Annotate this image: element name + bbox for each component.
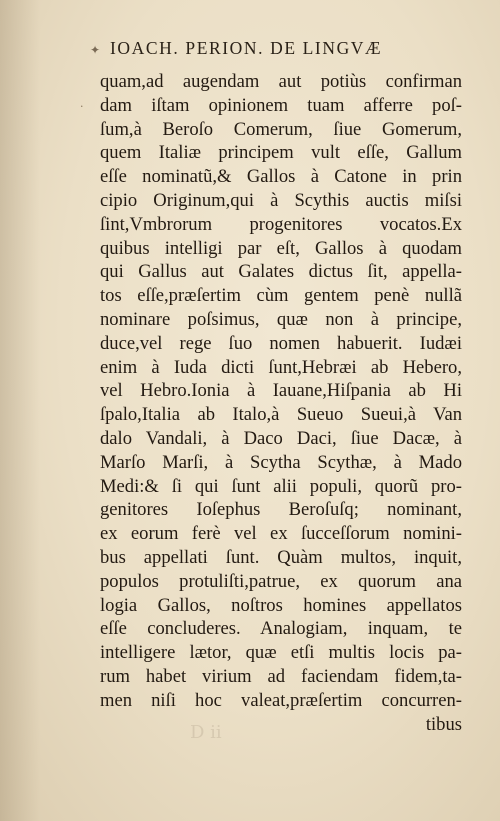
text-line: ſpalo,Italia ab Italo,à Sueuo Sueui,à Van	[100, 404, 462, 426]
text-line: quam,ad augendam aut potiùs confirman	[100, 71, 462, 92]
running-head-text: IOACH. PERION. DE LINGVÆ	[110, 38, 383, 58]
text-line: ſint,Vmbrorum progenitores vocatos.Ex	[100, 213, 462, 235]
margin-mark-icon: ·	[80, 100, 84, 113]
text-line: intelligere lætor, quæ etſi multis locis pa-	[100, 642, 462, 664]
head-ornament-icon: ✦	[90, 43, 102, 57]
text-line: dam iſtam opinionem tuam afferre poſ-	[100, 94, 462, 116]
text-line: vel Hebro.Ionia à Iauane,Hiſpania ab Hi	[100, 380, 462, 402]
text-line: ſum,à Beroſo Comerum, ſiue Gomerum,	[100, 118, 462, 140]
text-line: tos eſſe,præſertim cùm gentem penè nullã	[100, 285, 462, 307]
text-line: ex eorum ferè vel ex ſucceſſorum nomini-	[100, 523, 462, 545]
gutter-shadow	[0, 0, 40, 821]
text-line: cipio Originum,qui à Scythis auctis miſsi	[100, 189, 462, 211]
running-head	[90, 38, 470, 59]
text-line: genitores Ioſephus Beroſuſq; nominant,	[100, 499, 462, 521]
text-line: bus appellati ſunt. Quàm multos, inquit,	[100, 546, 462, 568]
body-text	[100, 70, 462, 736]
text-line: logia Gallos, noſtros homines appellatos	[100, 594, 462, 616]
text-line: dalo Vandali, à Daco Daci, ſiue Dacæ, à	[100, 427, 462, 449]
text-line: nominare poſsimus, quæ non à principe,	[100, 308, 462, 330]
text-line: duce,vel rege ſuo nomen habuerit. Iudæi	[100, 332, 462, 354]
text-line: rum habet virium ad faciendam fidem,ta-	[100, 665, 462, 687]
text-line: Medi:& ſi qui ſunt alii populi, quorũ pro-	[100, 475, 462, 497]
text-line: quibus intelligi par eſt, Gallos à quodam	[100, 237, 462, 259]
text-line: eſſe nominatũ,& Gallos à Catone in prin	[100, 166, 462, 188]
text-line: quem Italiæ principem vult eſſe, Gallum	[100, 142, 462, 164]
text-line: eſſe concluderes. Analogiam, inquam, te	[100, 618, 462, 640]
text-line: populos protuliſti,patrue, ex quorum ana	[100, 570, 462, 592]
catchword: tibus	[425, 713, 462, 735]
text-line: enim à Iuda dicti ſunt,Hebræi ab Hebero,	[100, 356, 462, 378]
text-line: Marſo Marſi, à Scytha Scythæ, à Mado	[100, 451, 462, 473]
text-line: men niſi hoc valeat,præſertim concurren-	[100, 689, 462, 711]
text-line: qui Gallus aut Galates dictus ſit, appella-	[100, 261, 462, 283]
show-through-bleed: D ii	[190, 722, 222, 743]
